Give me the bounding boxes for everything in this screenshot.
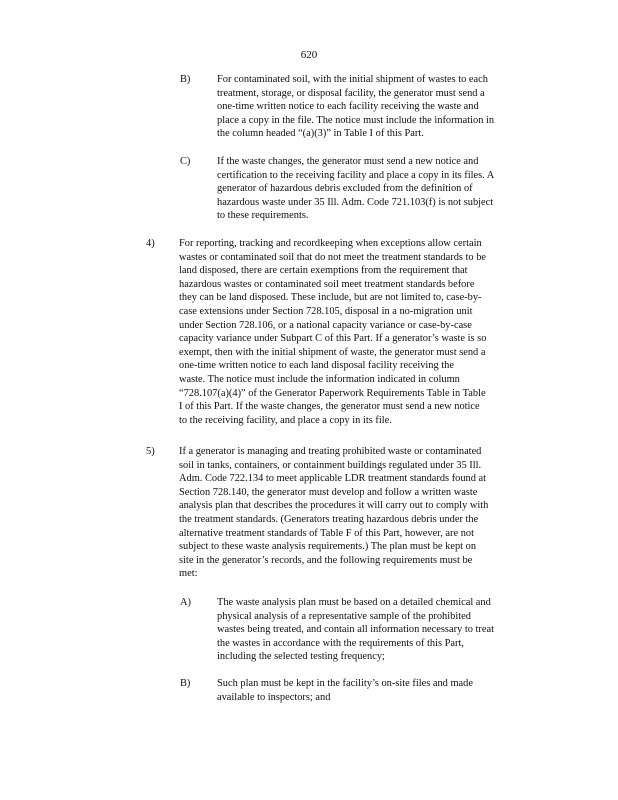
paragraph-line: one-time written notice to each land disposal facility receiving the	[179, 360, 454, 372]
paragraph-line: exempt, then with the initial shipment of waste, the generator must send a	[179, 346, 486, 358]
paragraph-line: available to inspectors; and	[217, 691, 331, 703]
item-marker: C)	[180, 156, 191, 167]
paragraph-line: under Section 728.106, or a national capacity variance or case-by-case	[179, 319, 472, 331]
paragraph-line: subject to these waste analysis requirements.) The plan must be kept on	[179, 541, 477, 553]
paragraph-line: place a copy in the file. The notice must include the information in	[217, 114, 495, 126]
paragraph-line: they can be land disposed. These include, but are not limited to, case-by-	[179, 292, 482, 304]
paragraph-line: Adm. Code 722.134 to meet applicable LDR treatment standards found at	[179, 473, 487, 485]
paragraph-line: the wastes in accordance with the requirements of this Part,	[217, 637, 464, 649]
paragraph-line: capacity variance under Subpart C of this Part. If a generator’s waste is so	[179, 333, 487, 345]
paragraph	[179, 237, 570, 427]
paragraph-line: For reporting, tracking and recordkeeping when exceptions allow certain	[179, 238, 482, 249]
paragraph-line: treatment, storage, or disposal facility, the generator must send a	[217, 87, 485, 99]
item-marker: B)	[180, 678, 191, 689]
paragraph-line: to the receiving facility, and place a copy in its file.	[179, 414, 392, 426]
paragraph-line: including the selected testing frequency;	[217, 651, 385, 663]
paragraph-line: one-time written notice to each facility receiving the waste and	[217, 101, 479, 113]
paragraph-line: land disposed, there are certain exemptions from the requirement that	[179, 265, 468, 277]
paragraph-line: the treatment standards. (Generators treating hazardous debris under the	[179, 513, 479, 525]
paragraph-line: I of this Part. If the waste changes, the generator must send a new notice	[179, 401, 480, 413]
paragraph-line: If a generator is managing and treating prohibited waste or contaminated	[179, 446, 482, 457]
paragraph-line: met:	[179, 568, 198, 580]
paragraph	[217, 677, 546, 704]
paragraph-line: the column headed “(a)(3)” in Table I of this Part.	[217, 128, 424, 140]
paragraph-line: soil in tanks, containers, or containment buildings regulated under 35 Ill.	[179, 459, 482, 471]
paragraph	[217, 155, 546, 223]
paragraph-line: If the waste changes, the generator must send a new notice and	[217, 156, 479, 167]
paragraph-line: “728.107(a)(4)” of the Generator Paperwork Requirements Table in Table	[179, 387, 486, 399]
paragraph-line: The waste analysis plan must be based on a detailed chemical and	[217, 597, 491, 608]
paragraph-line: alternative treatment standards of Table F of this Part, however, are not	[179, 527, 474, 539]
paragraph-line: case extensions under Section 728.105, disposal in a no-migration unit	[179, 305, 473, 317]
paragraph-line: hazardous wastes or contaminated soil meet treatment standards before	[179, 278, 475, 290]
item-marker: B)	[180, 74, 191, 85]
paragraph-line: Such plan must be kept in the facility’s on-site files and made	[217, 678, 473, 689]
paragraph-line: to these requirements.	[217, 210, 309, 222]
paragraph	[179, 445, 570, 581]
paragraph-line: For contaminated soil, with the initial shipment of wastes to each	[217, 74, 488, 85]
paragraph-line: waste. The notice must include the information indicated in column	[179, 373, 460, 385]
item-marker: A)	[180, 597, 191, 608]
paragraph-line: certification to the receiving facility and place a copy in its files. A	[217, 169, 495, 181]
paragraph	[217, 596, 554, 664]
paragraph-line: Section 728.140, the generator must develop and follow a written waste	[179, 486, 478, 498]
paragraph-line: physical analysis of a representative sample of the prohibited	[217, 610, 471, 622]
item-marker: 4)	[146, 238, 155, 249]
paragraph-line: site in the generator’s records, and the following requirements must be	[179, 554, 473, 566]
paragraph-line: wastes or contaminated soil that do not meet the treatment standards to be	[179, 251, 487, 263]
paragraph-line: hazardous waste under 35 Ill. Adm. Code 721.103(f) is not subject	[217, 196, 494, 208]
item-marker: 5)	[146, 446, 155, 457]
paragraph-line: wastes being treated, and contain all information necessary to treat	[217, 624, 494, 636]
paragraph-line: analysis plan that describes the procedures it will carry out to comply with	[179, 500, 489, 512]
page-number: 620	[300, 49, 318, 61]
paragraph-line: generator of hazardous debris excluded from the definition of	[217, 183, 473, 195]
paragraph	[217, 73, 546, 141]
